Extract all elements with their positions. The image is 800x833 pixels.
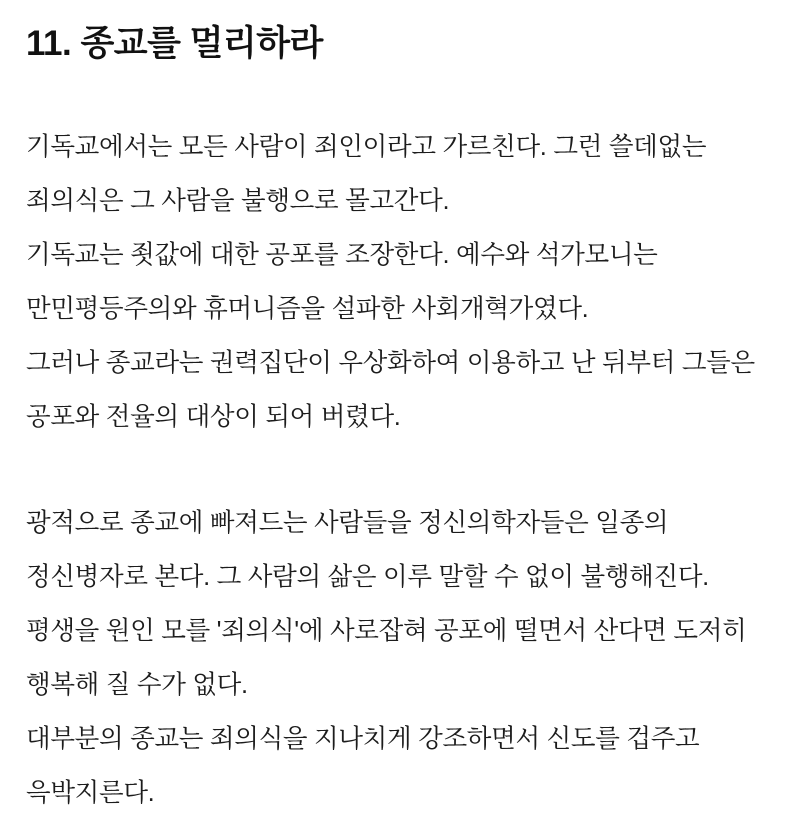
paragraph-spacer	[26, 444, 778, 496]
document-body	[22, 120, 778, 820]
paragraph: 평생을 원인 모를 '죄의식'에 사로잡혀 공포에 떨면서 산다면 도저히 행복해 질 수가 없다.	[26, 616, 747, 699]
paragraph: 기독교는 죗값에 대한 공포를 조장한다. 예수와 석가모니는 만민평등주의와 휴머니즘을 설파한 사회개혁가였다.	[26, 240, 658, 323]
section-1	[26, 120, 778, 444]
paragraph: 대부분의 종교는 죄의식을 지나치게 강조하면서 신도를 겁주고 윽박지른다.	[26, 724, 700, 807]
paragraph: 기독교에서는 모든 사람이 죄인이라고 가르친다. 그런 쓸데없는 죄의식은 그 사람을 불행으로 몰고간다.	[26, 132, 707, 215]
page-title: 11. 종교를 멀리하라	[26, 24, 323, 63]
paragraph: 그러나 종교라는 권력집단이 우상화하여 이용하고 난 뒤부터 그들은 공포와 전율의 대상이 되어 버렸다.	[26, 348, 755, 431]
section-2	[26, 496, 778, 820]
paragraph: 광적으로 종교에 빠져드는 사람들을 정신의학자들은 일종의 정신병자로 본다. 그 사람의 삶은 이루 말할 수 없이 불행해진다.	[26, 508, 709, 591]
